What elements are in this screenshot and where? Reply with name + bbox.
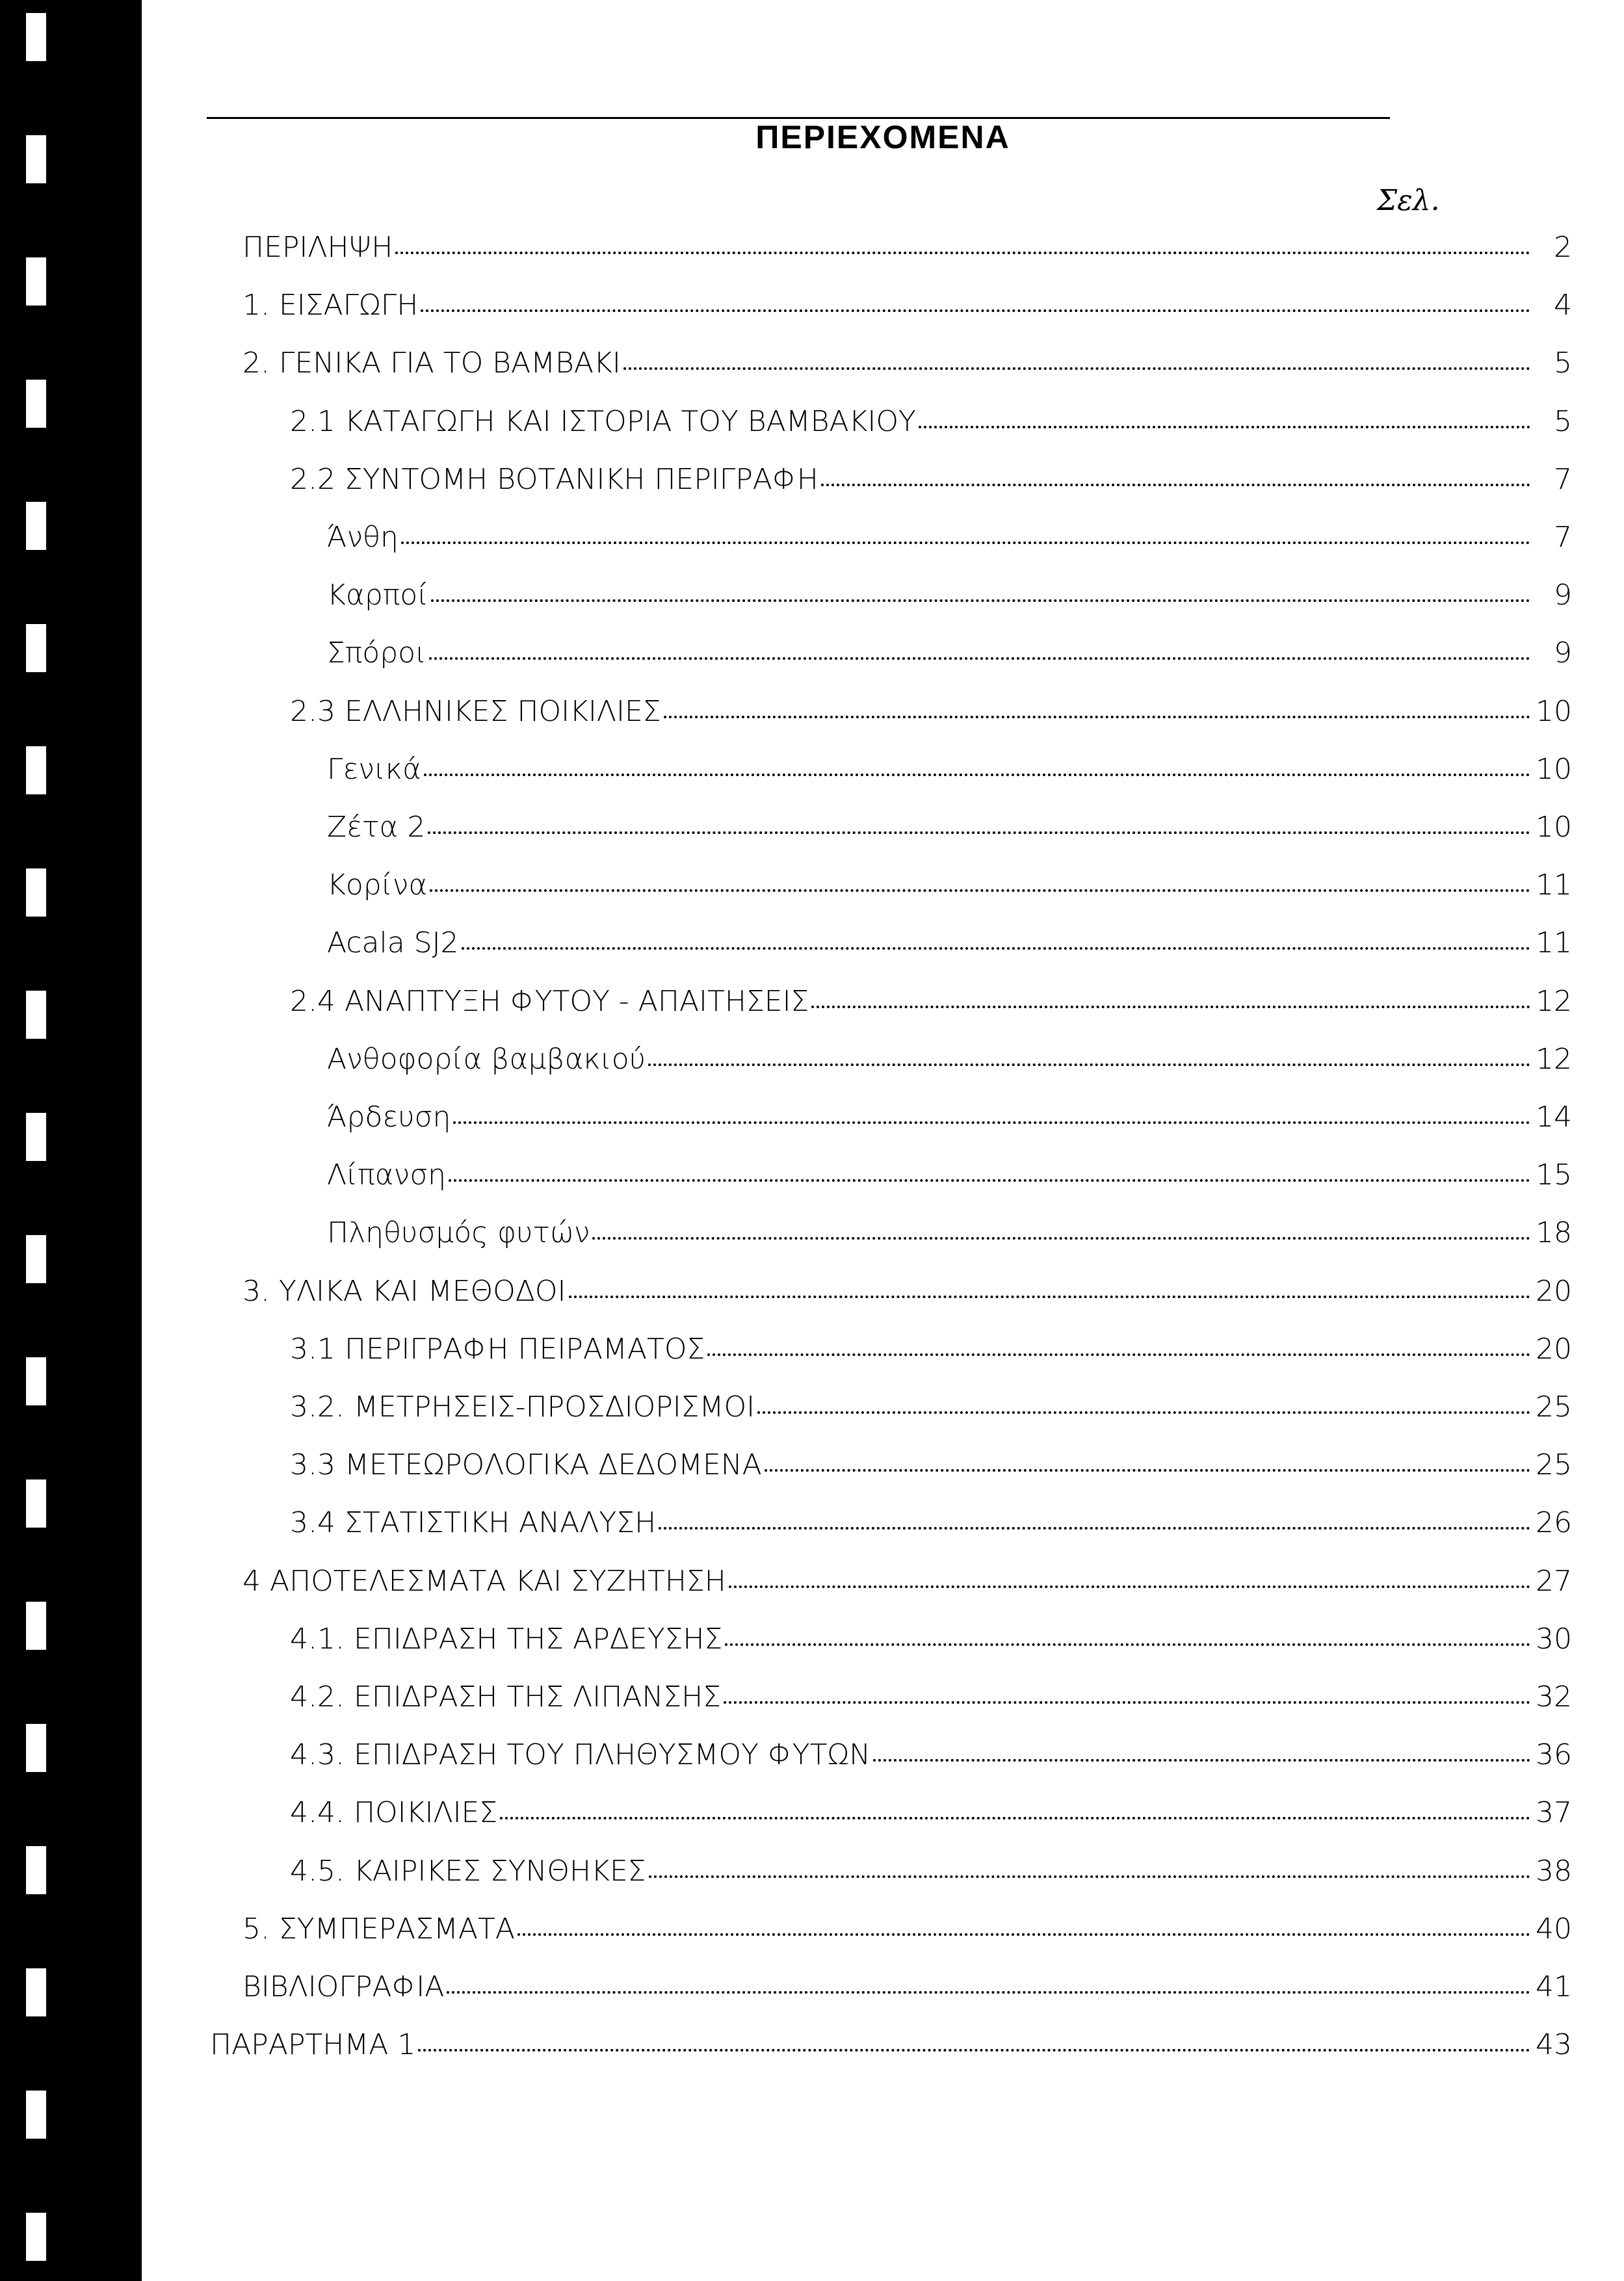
dot-leader: [648, 1057, 1530, 1066]
toc-entry: [327, 868, 1572, 907]
toc-entry-label: 2.3 ΕΛΛΗΝΙΚΕΣ ΠΟΙΚΙΛΙΕΣ: [290, 694, 661, 728]
dot-leader: [765, 1463, 1530, 1472]
toc-entry-label: Γενικά: [327, 752, 422, 786]
toc-entry-page: 27: [1536, 1564, 1572, 1598]
toc-entry: [290, 1796, 1572, 1835]
sprocket-mark: [26, 1724, 46, 1772]
dot-leader: [431, 593, 1530, 602]
sprocket-mark: [26, 1479, 46, 1528]
toc-entry-label: Acala SJ2: [327, 926, 459, 960]
dot-leader: [500, 1810, 1530, 1819]
toc-entry-page: 4: [1554, 289, 1572, 322]
dot-leader: [811, 999, 1530, 1008]
toc-entry-label: 5. ΣΥΜΠΕΡΑΣΜΑΤΑ: [242, 1912, 515, 1946]
toc-entry: [290, 985, 1572, 1024]
toc-entry-page: 20: [1536, 1274, 1572, 1308]
sprocket-mark: [26, 1113, 46, 1161]
toc-entry: [327, 753, 1572, 792]
toc-entry-page: 41: [1536, 1970, 1572, 2003]
dot-leader: [821, 477, 1530, 486]
sprocket-mark: [26, 13, 46, 61]
toc-entry-label: ΒΙΒΛΙΟΓΡΑΦΙΑ: [242, 1970, 445, 2003]
table-of-contents: [142, 0, 1624, 2281]
toc-entry: [327, 579, 1572, 618]
toc-entry-label: 2. ΓΕΝΙΚΑ ΓΙΑ ΤΟ ΒΑΜΒΑΚΙ: [242, 346, 621, 380]
toc-entry: [290, 1680, 1572, 1719]
toc-entry: [327, 521, 1572, 560]
toc-entry-page: 10: [1536, 752, 1572, 786]
toc-entry-label: 4.1. ΕΠΙΔΡΑΣΗ ΤΗΣ ΑΡΔΕΥΣΗΣ: [290, 1622, 723, 1656]
toc-entry: [290, 463, 1572, 502]
toc-entry-page: 7: [1554, 462, 1572, 496]
dot-leader: [421, 303, 1530, 312]
toc-entry-label: 4 ΑΠΟΤΕΛΕΣΜΑΤΑ ΚΑΙ ΣΥΖΗΤΗΣΗ: [242, 1564, 726, 1598]
dot-leader: [418, 2042, 1530, 2052]
toc-entry-page: 40: [1536, 1912, 1572, 1946]
toc-entry-page: 5: [1554, 346, 1572, 380]
toc-entry-page: 10: [1536, 694, 1572, 728]
toc-entry: [327, 811, 1572, 850]
toc-entry-label: 2.2 ΣΥΝΤΟΜΗ ΒΟΤΑΝΙΚΗ ΠΕΡΙΓΡΑΦΗ: [290, 462, 819, 496]
toc-entry-page: 10: [1536, 811, 1572, 844]
toc-entry-label: 4.2. ΕΠΙΔΡΑΣΗ ΤΗΣ ΛΙΠΑΝΣΗΣ: [290, 1680, 722, 1714]
sprocket-mark: [26, 135, 46, 183]
dot-leader: [447, 1985, 1530, 1994]
toc-entry-label: 2.1 ΚΑΤΑΓΩΓΗ ΚΑΙ ΙΣΤΟΡΙΑ ΤΟΥ ΒΑΜΒΑΚΙΟΥ: [290, 404, 916, 438]
toc-entry-label: Ζέτα 2: [327, 811, 426, 844]
dot-leader: [401, 535, 1530, 544]
toc-entry: [327, 1101, 1572, 1140]
toc-entry-page: 18: [1536, 1216, 1572, 1250]
toc-entry-page: 12: [1536, 1042, 1572, 1076]
dot-leader: [430, 883, 1530, 892]
toc-entry: [242, 231, 1572, 270]
toc-entry: [290, 1448, 1572, 1487]
toc-entry-label: Κορίνα: [327, 868, 428, 902]
toc-entry-label: 4.3. ΕΠΙΔΡΑΣΗ ΤΟΥ ΠΛΗΘΥΣΜΟΥ ΦΥΤΩΝ: [290, 1738, 871, 1772]
sprocket-mark: [26, 1846, 46, 1894]
dot-leader: [395, 245, 1530, 254]
toc-entry-page: 36: [1536, 1738, 1572, 1772]
toc-entry-page: 5: [1554, 404, 1572, 438]
toc-entry-page: 20: [1536, 1332, 1572, 1366]
dot-leader: [453, 1115, 1530, 1124]
toc-entry: [290, 1738, 1572, 1777]
dot-leader: [592, 1231, 1530, 1240]
document-page: [142, 0, 1624, 2281]
toc-entry-label: Άνθη: [327, 521, 399, 554]
sprocket-mark: [26, 1235, 46, 1283]
toc-entry: [290, 1855, 1572, 1894]
toc-entry-label: 3.2. ΜΕΤΡΗΣΕΙΣ-ΠΡΟΣΔΙΟΡΙΣΜΟΙ: [290, 1390, 755, 1424]
toc-entry-page: 32: [1536, 1680, 1572, 1714]
sprocket-mark: [26, 2213, 46, 2261]
toc-entry: [290, 1506, 1572, 1545]
dot-leader: [664, 709, 1530, 718]
toc-entry-label: 4.5. ΚΑΙΡΙΚΕΣ ΣΥΝΘΗΚΕΣ: [290, 1854, 646, 1888]
toc-entry-page: 11: [1536, 926, 1572, 960]
page-title: ΠΕΡΙΕΧΟΜΕΝΑ: [755, 119, 1010, 155]
sprocket-mark: [26, 257, 46, 306]
toc-entry-label: 3. ΥΛΙΚΑ ΚΑΙ ΜΕΘΟΔΟΙ: [242, 1274, 566, 1308]
sprocket-mark: [26, 2091, 46, 2139]
page-column-label: Σελ.: [1377, 184, 1440, 217]
toc-entry: [242, 1970, 1572, 2009]
toc-entry-page: 26: [1536, 1506, 1572, 1540]
dot-leader: [517, 1927, 1530, 1936]
dot-leader: [569, 1289, 1530, 1298]
sprocket-mark: [26, 502, 46, 550]
toc-entry-page: 25: [1536, 1390, 1572, 1424]
toc-entry-label: Άρδευση: [327, 1101, 451, 1134]
sprocket-mark: [26, 380, 46, 428]
toc-entry-page: 30: [1536, 1622, 1572, 1656]
sprocket-mark: [26, 1357, 46, 1405]
toc-entry: [242, 1912, 1572, 1951]
dot-leader: [462, 941, 1530, 950]
toc-entry-page: 9: [1554, 636, 1572, 670]
toc-entry: [327, 1158, 1572, 1197]
toc-entry-label: 3.1 ΠΕΡΙΓΡΑΦΗ ΠΕΙΡΑΜΑΤΟΣ: [290, 1332, 705, 1366]
toc-entry-label: 4.4. ΠΟΙΚΙΛΙΕΣ: [290, 1796, 498, 1830]
dot-leader: [919, 419, 1530, 428]
toc-entry-page: 37: [1536, 1796, 1572, 1830]
dot-leader: [707, 1347, 1530, 1356]
toc-entry-label: 3.3 ΜΕΤΕΩΡΟΛΟΓΙΚΑ ΔΕΔΟΜΕΝΑ: [290, 1448, 762, 1482]
toc-entry-label: Σπόροι: [327, 636, 427, 670]
toc-entry: [290, 405, 1572, 444]
toc-entry-label: Ανθοφορία βαμβακιού: [327, 1042, 646, 1076]
sprocket-mark: [26, 1602, 46, 1650]
toc-entry-page: 12: [1536, 984, 1572, 1018]
dot-leader: [623, 361, 1530, 370]
toc-entry: [327, 1216, 1572, 1255]
toc-entry: [327, 926, 1572, 965]
sprocket-mark: [26, 1968, 46, 2016]
toc-entry-page: 9: [1554, 579, 1572, 612]
toc-entry: [242, 346, 1572, 385]
toc-entry-label: Πληθυσμός φυτών: [327, 1216, 590, 1250]
dot-leader: [724, 1695, 1530, 1704]
toc-entry-label: 2.4 ΑΝΑΠΤΥΞΗ ΦΥΤΟΥ - ΑΠΑΙΤΗΣΕΙΣ: [290, 984, 809, 1018]
toc-entry-page: 7: [1554, 521, 1572, 554]
sprocket-mark: [26, 624, 46, 672]
sprocket-mark: [26, 868, 46, 917]
dot-leader: [757, 1405, 1530, 1414]
toc-entry-page: 38: [1536, 1854, 1572, 1888]
toc-entry-label: Λίπανση: [327, 1158, 446, 1192]
dot-leader: [429, 651, 1530, 660]
toc-entry-label: 3.4 ΣΤΑΤΙΣΤΙΚΗ ΑΝΑΛΥΣΗ: [290, 1506, 657, 1540]
dot-leader: [873, 1753, 1530, 1762]
dot-leader: [424, 767, 1530, 776]
toc-entry: [242, 1275, 1572, 1314]
toc-entry: [290, 695, 1572, 734]
dot-leader: [449, 1173, 1530, 1182]
toc-entry-label: ΠΕΡΙΛΗΨΗ: [242, 231, 393, 264]
sprocket-mark: [26, 746, 46, 794]
dot-leader: [725, 1637, 1530, 1646]
toc-entry-page: 14: [1536, 1101, 1572, 1134]
toc-entry: [290, 1623, 1572, 1662]
toc-entry-page: 2: [1554, 231, 1572, 264]
toc-entry-label: ΠΑΡΑΡΤΗΜΑ 1: [210, 2028, 416, 2062]
toc-entry-label: 1. ΕΙΣΑΓΩΓΗ: [242, 289, 419, 322]
toc-entry: [290, 1390, 1572, 1429]
toc-entry: [242, 289, 1572, 328]
sprocket-mark: [26, 991, 46, 1039]
film-edge-marks: [0, 0, 142, 2281]
dot-leader: [729, 1579, 1530, 1588]
toc-entry-page: 11: [1536, 868, 1572, 902]
dot-leader: [428, 825, 1530, 834]
toc-entry: [242, 1565, 1572, 1604]
toc-entry: [210, 2028, 1572, 2067]
dot-leader: [649, 1869, 1530, 1878]
toc-entry-page: 15: [1536, 1158, 1572, 1192]
toc-entry: [327, 1043, 1572, 1082]
toc-entry-label: Καρποί: [327, 579, 429, 612]
toc-entry-page: 43: [1536, 2028, 1572, 2062]
dot-leader: [659, 1520, 1530, 1530]
toc-entry: [327, 636, 1572, 675]
toc-entry: [290, 1333, 1572, 1372]
toc-entry-page: 25: [1536, 1448, 1572, 1482]
